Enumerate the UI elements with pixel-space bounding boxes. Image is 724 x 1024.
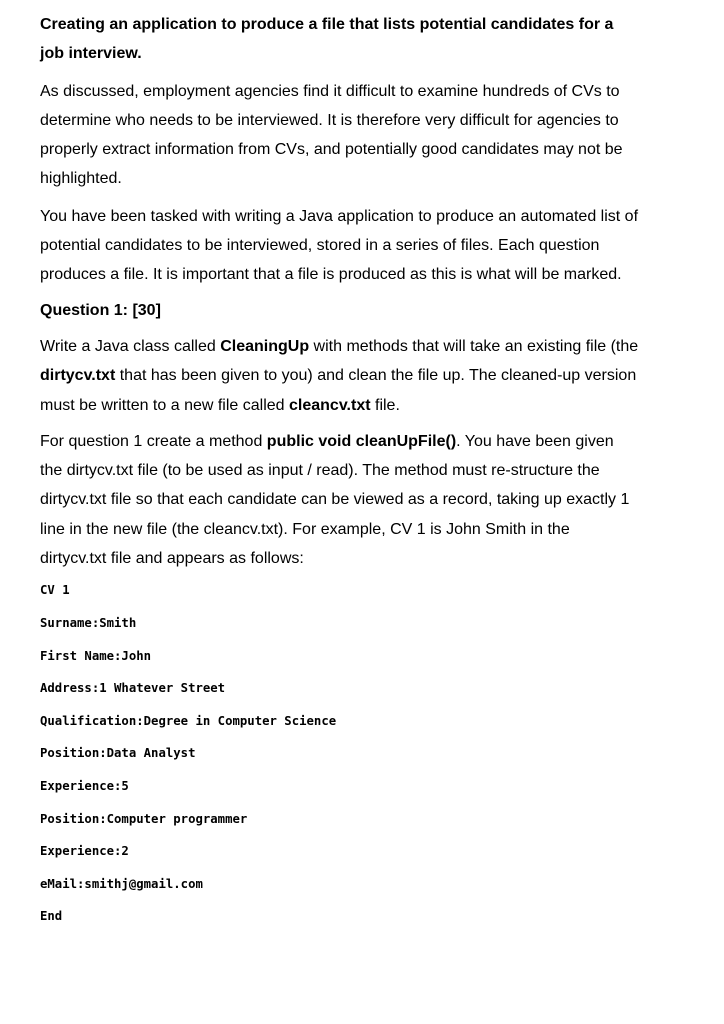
cv-line: Experience:5 (40, 778, 129, 793)
cv-line: Surname:Smith (40, 615, 137, 630)
text-line: produces a file. It is important that a file is produced as this is what will be marked. (40, 266, 622, 284)
text-line: the dirtycv.txt file (to be used as input / read). The method must re-structure the (40, 462, 600, 480)
class-name: CleaningUp (220, 337, 310, 355)
output-filename: cleancv.txt (289, 396, 371, 414)
text-line: You have been tasked with writing a Java application to produce an automated list of (40, 207, 639, 225)
text-line: determine who needs to be interviewed. It is therefore very difficult for agencies to (40, 111, 619, 129)
class-description-paragraph (40, 332, 688, 420)
cv-line: eMail:smithj@gmail.com (40, 876, 203, 891)
cv-line: CV 1 (40, 583, 70, 598)
cv-line: End (40, 909, 63, 924)
text-line: potential candidates to be interviewed, stored in a series of files. Each question (40, 237, 600, 255)
method-description-paragraph (40, 427, 688, 573)
text-line: As discussed, employment agencies find it difficult to examine hundreds of CVs to (40, 82, 620, 100)
cv-example-block (40, 582, 688, 941)
text-line: must be written to a new file called cleancv.txt file. (40, 396, 400, 414)
document-page (40, 10, 688, 941)
cv-line: Experience:2 (40, 844, 129, 859)
text-line: properly extract information from CVs, and potentially good candidates may not be (40, 141, 623, 159)
task-paragraph (40, 202, 688, 290)
question-heading: Question 1: [30] (40, 301, 161, 319)
input-filename: dirtycv.txt (40, 367, 116, 385)
cv-line: First Name:John (40, 648, 152, 663)
cv-line: Qualification:Degree in Computer Science (40, 713, 337, 728)
intro-paragraph (40, 77, 688, 194)
cv-line: Address:1 Whatever Street (40, 681, 226, 696)
method-signature: public void cleanUpFile() (266, 432, 457, 450)
text-line: highlighted. (40, 170, 122, 188)
text-line: line in the new file (the cleancv.txt). For example, CV 1 is John Smith in the (40, 520, 570, 538)
text-line: dirtycv.txt that has been given to you) and clean the file up. The cleaned-up version (40, 367, 637, 385)
title-line: job interview. (40, 45, 142, 63)
text-line: dirtycv.txt file so that each candidate can be viewed as a record, taking up exactly 1 (40, 491, 630, 509)
cv-line: Position:Data Analyst (40, 746, 196, 761)
document-title (40, 10, 688, 69)
text-line: Write a Java class called CleaningUp with methods that will take an existing file (the (40, 337, 639, 355)
title-line: Creating an application to produce a file that lists potential candidates for a (40, 16, 614, 33)
text-line: For question 1 create a method public void cleanUpFile(). You have been given (40, 432, 614, 450)
cv-line: Position:Computer programmer (40, 811, 248, 826)
text-line: dirtycv.txt file and appears as follows: (40, 550, 304, 568)
